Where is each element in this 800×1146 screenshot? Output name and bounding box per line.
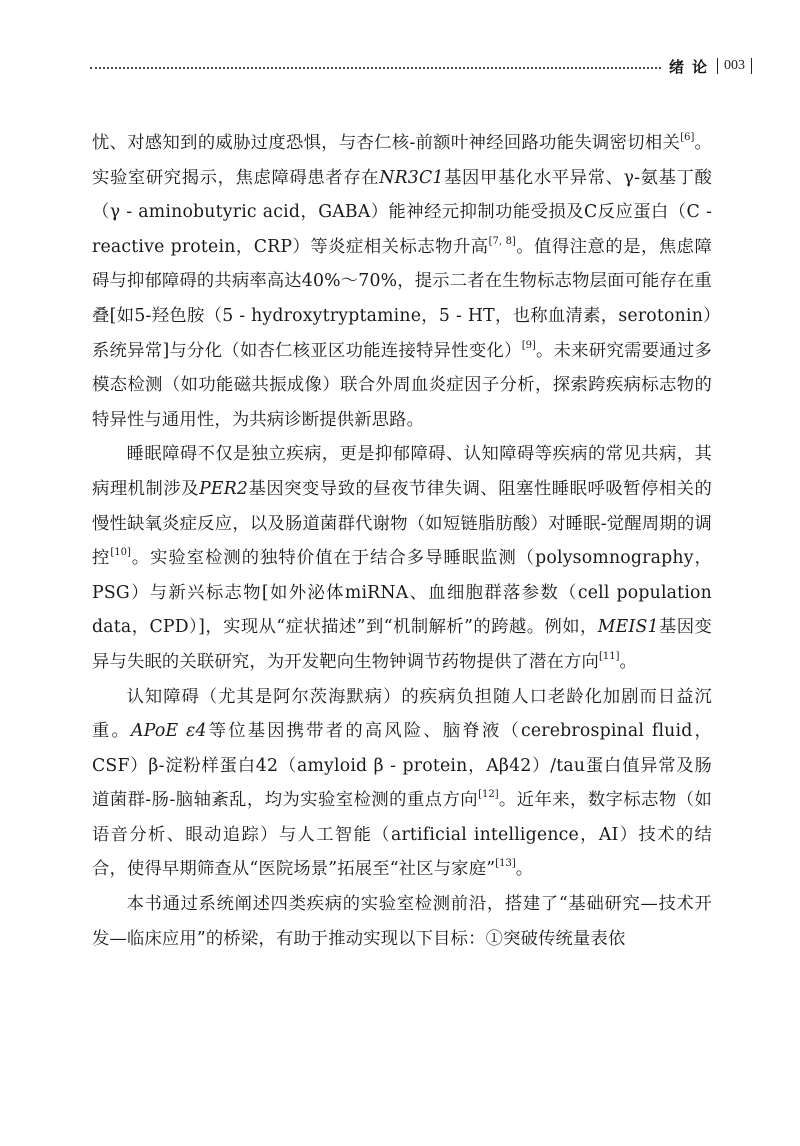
body-text [92,126,712,956]
citation: [6] [680,132,695,143]
paragraph-anxiety [92,126,712,437]
gene-name: APoE ε4 [131,721,207,742]
citation: [7, 8] [488,235,516,247]
text-run: 基因突变导致的昼夜节律失调、阻塞性睡眠呼吸暂停相关的慢性缺氧炎症反应，以及肠道菌群代谢物（如短链脂肪酸）对睡眠-觉醒周期的调控 [92,478,713,569]
citation: [10] [110,547,131,559]
text-run: 。近年来，数字标志物（如语音分析、眼动追踪）与人工智能（artificial intelligence，AI）技术的结合，使得早期筛查从“医院场景”拓展至“社区与家庭” [92,790,713,880]
running-header [90,54,752,78]
paragraph-cognition [92,680,712,888]
text-run: 忧、对感知到的威胁过度恐惧，与杏仁核-前额叶神经回路功能失调密切相关 [92,133,681,153]
text-run: 本书通过系统阐述四类疾病的实验室检测前沿，搭建了“基础研究—技术开发—临床应用”的桥梁，有助于推动实现以下目标：①突破传统量表依 [92,894,712,949]
text-run: 。实验室检测的独特价值在于结合多导睡眠监测（polysomnography，PSG）与新兴标志物[如外泌体miRNA、血细胞群落参数（cell population data，CPD）]，实现从“症状描述”到“机制解析”的跨越。例如， [92,548,712,638]
paragraph-summary [92,887,712,956]
text-run: 。 [619,651,637,672]
paragraph-sleep [92,437,712,679]
text-run: 。值得注意的是，焦虑障碍与抑郁障碍的共病率高达40%～70%，提示二者在生物标志物层面可能存在重叠[如5-羟色胺（5 - hydroxytryptamine，5 - HT，也称血清素，serotonin）系统异常]与分化（如杏仁核亚区功能连接特异性变化） [92,236,712,361]
page-number: 003 [724,58,745,73]
text-run: 认知障碍（尤其是阿尔茨海默病）的疾病负担随人口老龄化加剧而日益沉重。 [92,686,712,742]
chapter-title: 绪论 [668,57,715,76]
text-run: 。未来研究需要通过多模态检测（如功能磁共振成像）联合外周血炎症因子分析，探索跨疾病标志物的特异性与通用性，为共病诊断提供新思路。 [92,340,712,430]
citation: [13] [495,858,516,870]
gene-name: MEIS1 [597,617,659,638]
header-divider [751,58,752,74]
text-run: 睡眠障碍不仅是独立疾病，更是抑郁障碍、认知障碍等疾病的常见共病，其病理机制涉及 [92,444,712,499]
text-run: 等位基因携带者的高风险、脑脊液（cerebrospinal fluid，CSF）β-淀粉样蛋白42（amyloid β - protein，Aβ42）/tau蛋白值异常及肠道菌群-肠-脑轴紊乱，均为实验室检测的重点方向 [92,721,713,811]
text-run: 基因甲基化水平异常、γ-氨基丁酸（γ - aminobutyric acid，GABA）能神经元抑制功能受损及C反应蛋白（C - reactive protein，CRP）等炎症相关标志物升高 [92,167,712,257]
dotted-leader [90,67,661,69]
citation: [11] [598,650,620,662]
citation: [12] [478,789,499,801]
text-run: 。 [515,859,534,880]
gene-name: PER2 [199,478,249,499]
text-run: 。实验室研究揭示，焦虑障碍患者存在 [92,133,713,188]
gene-name: NR3C1 [379,167,444,188]
text-run: 基因变异与失眠的关联研究，为开发靶向生物钟调节药物提供了潜在方向 [92,617,712,672]
header-divider [717,58,718,74]
citation: [9] [521,339,536,351]
